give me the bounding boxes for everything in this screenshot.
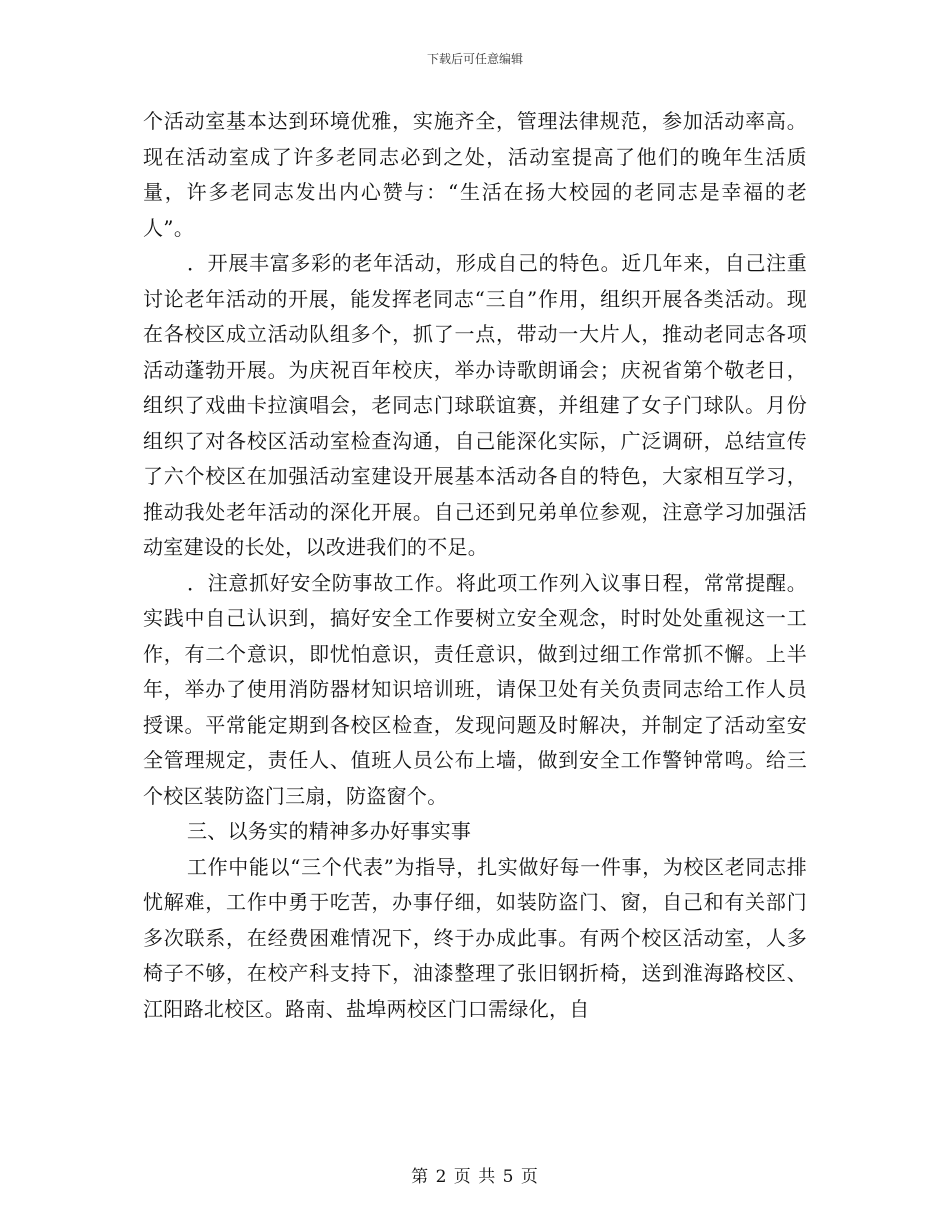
paragraph-4: 工作中能以“三个代表”为指导，扎实做好每一件事，为校区老同志排忧解难，工作中勇于吃苦，办事仔细，如装防盗门、窗，自己和有关部门多次联系，在经费困难情况下，终于办成此事。有两个校区活动室，人多椅子不够，在校产科支持下，油漆整理了张旧钢折椅，送到淮海路校区、江阳路北校区。路南、盐埠两校区门口需绿化，自	[143, 854, 807, 1021]
paragraph-1: 个活动室基本达到环境优雅，实施齐全，管理法律规范，参加活动率高。现在活动室成了许多老同志必到之处，活动室提高了他们的晚年生活质量，许多老同志发出内心赞与：“生活在扬大校园的老同志是幸福的老人”。	[143, 109, 807, 240]
paragraph-2: ．开展丰富多彩的老年活动，形成自己的特色。近几年来，自己注重讨论老年活动的开展，能发挥老同志“三自”作用，组织开展各类活动。现在各校区成立活动队组多个，抓了一点，带动一大片人，推动老同志各项活动蓬勃开展。为庆祝百年校庆，举办诗歌朗诵会；庆祝省第个敬老日，组织了戏曲卡拉演唱会，老同志门球联谊赛，并组建了女子门球队。月份组织了对各校区活动室检查沟通，自己能深化实际，广泛调研，总结宣传了六个校区在加强活动室建设开展基本活动各自的特色，大家相互学习，推动我处老年活动的深化开展。自己还到兄弟单位参观，注意学习加强活动室建设的长处，以改进我们的不足。	[143, 251, 807, 559]
page-number: 第 2 页 共 5 页	[411, 1167, 539, 1187]
section-heading: 三、以务实的精神多办好事实事	[187, 819, 472, 843]
page-header: 下载后可任意编辑	[426, 52, 523, 66]
paragraph-3: ．注意抓好安全防事故工作。将此项工作列入议事日程，常常提醒。实践中自己认识到，搞好安全工作要树立安全观念，时时处处重视这一工作，有二个意识，即忧怕意识，责任意识，做到过细工作常抓不懈。上半年，举办了使用消防器材知识培训班，请保卫处有关负责同志给工作人员授课。平常能定期到各校区检查，发现问题及时解决，并制定了活动室安全管理规定，责任人、值班人员公布上墙，做到安全工作警钟常鸣。给三个校区装防盗门三扇，防盗窗个。	[143, 570, 807, 808]
document-body	[143, 104, 807, 1027]
